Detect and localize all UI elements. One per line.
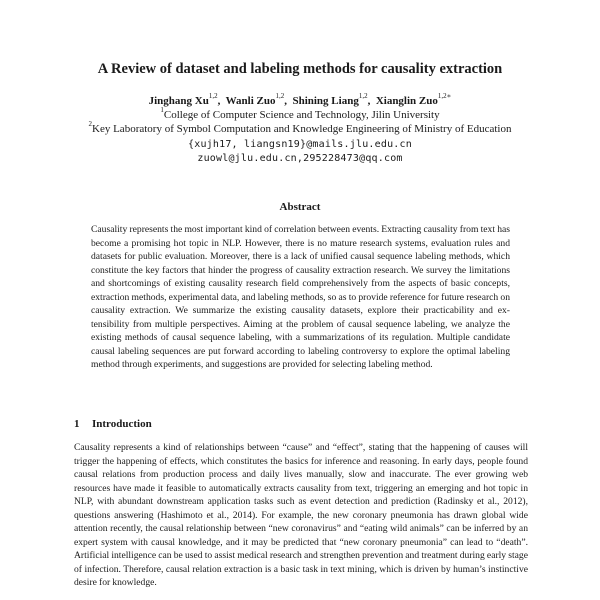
affiliation-text: Key Laboratory of Symbol Computation and Knowledge Engineering of Ministry of Education bbox=[92, 123, 512, 135]
author-name: Jinghang Xu bbox=[148, 95, 209, 107]
section-heading bbox=[74, 418, 152, 431]
author-affiliation-mark: 1,2∗ bbox=[437, 92, 452, 101]
author-list: Jinghang Xu$^{1,2}$, Wanli Zuo$^{1,2}$, Shining Liang$^{1,2}$, Xianglin Zuo$^{1,2∗}$ bbox=[148, 92, 452, 107]
author-name: Shining Liang bbox=[292, 95, 359, 107]
author-affiliation-mark: 1,2 bbox=[275, 92, 285, 101]
abstract-heading: Abstract bbox=[279, 201, 321, 213]
paper-title: A Review of dataset and labeling methods for causality extraction bbox=[97, 61, 503, 77]
introduction-text: Causality represents a kind of relationships between “cause” and “effect”, stating that the happening of causes will trigger the happening of effects, which constitutes the basics for inference and reasoning. In early days, people found causal relations from production process and daily lives manually, slow and inaccurate. The ever growing web resources have made it feasible to automatically extracts causality from text, triggering an emerging and hot topic in NLP, with abundant downstream application tasks such as event detection and prediction (Radinsky et al., 2012), questions answering (Hashimoto et al., 2014). For example, the new coronary pneumonia has drawn global wide attention recently, the causal relationship between “new coronavirus” and “eating wild animals” can be inferred by an expert system with causal knowledge, and it may be predicted that “new coronary pneumonia” can lead to “death”. Artificial intelligence can be used to assist medical research and strengthen prevention and treatment during early stage of infection. Therefore, causal relation extraction is a basic task in text mining, which is driven by human’s instinctive desire for knowledge. bbox=[74, 442, 528, 588]
email-line-2: zuowl@jlu.edu.cn,295228473@qq.com bbox=[197, 153, 403, 164]
abstract-text: Causality represents the most important kind of correlation between events. Extracting causality from text has become a promising hot topic in NLP. However, there is no mature research systems, evaluation rules and datasets for public evaluation. Moreover, there is a lack of unified causal sequence labeling methods, which constitute the key factors that hinder the progress of causality extraction research. We survey the limitations and shortcomings of existing causality research field comprehensively from the aspects of basic concepts, extraction methods, experimental data, and labeling methods, so as to provide reference for future research on causality extraction. We summarize the existing causality datasets, explore their practicability and extensibility from multiple perspectives. Aiming at the problem of causal sequence labeling, we analyze the existing methods of causal sequence labeling, with a summarizations of its regulation. Multiple candidate causal labeling sequences are put forward according to labeling controversy to explore the optimal labeling method through experiments, and suggestions are provided for selecting labeling method. bbox=[91, 224, 510, 371]
section-number: 1 bbox=[74, 418, 80, 430]
author-name: Wanli Zuo bbox=[225, 95, 276, 107]
affiliation-2 bbox=[0, 120, 600, 136]
affiliation-mark: 2 bbox=[88, 120, 93, 129]
author-affiliation-mark: 1,2 bbox=[208, 92, 218, 101]
author-affiliation-mark: 1,2 bbox=[358, 92, 368, 101]
section-title: Introduction bbox=[92, 418, 152, 430]
affiliation-text: College of Computer Science and Technology, Jilin University bbox=[163, 109, 440, 121]
email-line-1: {xujh17, liangsn19}@mails.jlu.edu.cn bbox=[188, 139, 412, 150]
author-name: Xianglin Zuo bbox=[375, 95, 438, 107]
affiliation-mark: 1 bbox=[160, 106, 164, 115]
